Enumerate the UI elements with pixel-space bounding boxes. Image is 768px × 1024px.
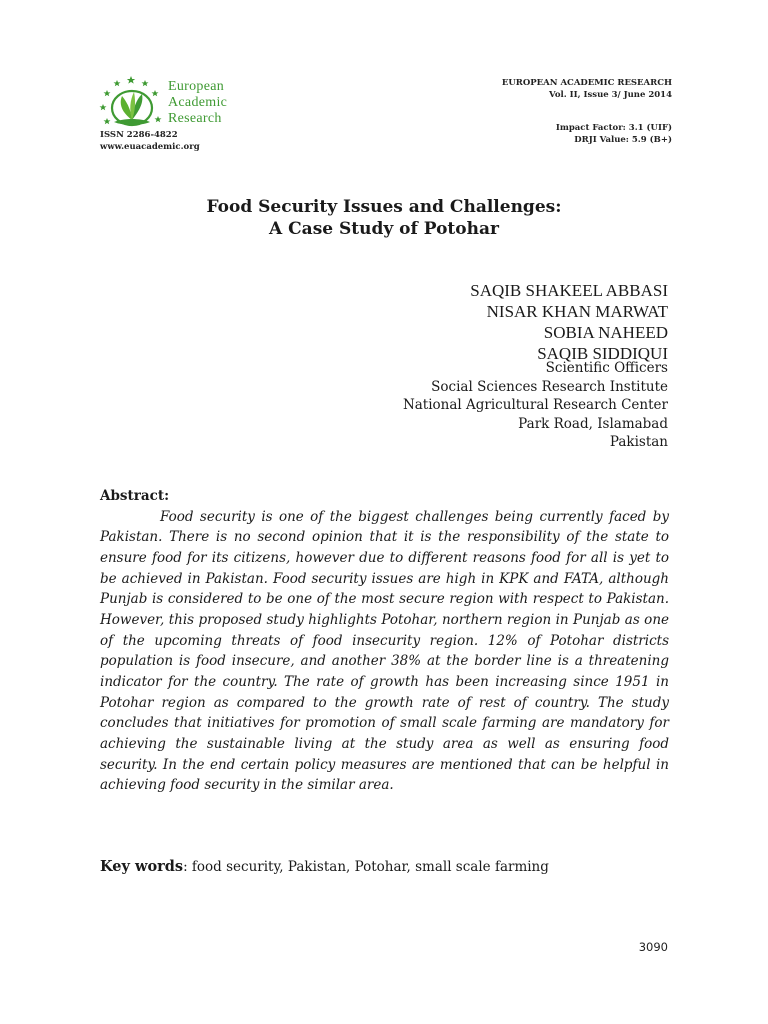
keywords-label: Key words [100, 858, 184, 875]
website-link[interactable]: www.euacademic.org [100, 142, 200, 152]
abstract-section [100, 486, 669, 796]
journal-name: EUROPEAN ACADEMIC RESEARCH [501, 78, 672, 88]
keywords-values: : food security, Pakistan, Potohar, small scale farming [183, 859, 549, 875]
author-name: NISAR KHAN MARWAT [486, 302, 668, 321]
affiliation-line: Social Sciences Research Institute [431, 378, 668, 395]
paper-title [0, 196, 768, 240]
title-line-1: Food Security Issues and Challenges: [206, 197, 562, 217]
logo-line-2: Academic [168, 95, 228, 110]
author-list [470, 280, 668, 364]
impact-factor: Impact Factor: 3.1 (UIF) [555, 123, 672, 133]
journal-volume: Vol. II, Issue 3/ June 2014 [549, 90, 672, 100]
logo-line-3: Research [168, 111, 222, 126]
leaf-star-emblem-icon [96, 74, 168, 134]
author-name: SAQIB SHAKEEL ABBASI [470, 281, 668, 300]
journal-info [502, 77, 672, 101]
page-number: 3090 [638, 940, 668, 954]
affiliation-line: Scientific Officers [545, 360, 668, 376]
journal-logo [96, 74, 266, 134]
author-name: SAQIB SIDDIQUI [537, 344, 668, 363]
title-line-2: A Case Study of Potohar [269, 219, 499, 239]
drji-value: DRJI Value: 5.9 (B+) [574, 135, 672, 145]
affiliation-line: Park Road, Islamabad [518, 415, 668, 432]
affiliation-block [403, 359, 668, 452]
impact-info [556, 122, 672, 146]
abstract-body: Food security is one of the biggest challenges being currently faced by Pakistan. There is no second opinion that it is the responsibility of the state to ensure food for its citizens, however due to different reasons food for all is yet to be achieved in Pakistan. Food security issues are high in KPK and FATA, although Punjab is considered to be one of the most secure region with respect to Pakistan. However, this proposed study highlights Potohar, northern region in Punjab as one of the upcoming threats of food insecurity region. 12% of Potohar districts population is food insecure, and another 38% at the border line is a threatening indicator for the country. The rate of growth has been increasing since 1951 in Potohar region as compared to the growth rate of rest of country. The study concludes that initiatives for promotion of small scale farming are mandatory for achieving the sustainable living at the study area as well as ensuring food security. In the end certain policy measures are mentioned that can be helpful in achieving food security in the similar area. [100, 508, 669, 794]
keywords-line [100, 857, 549, 877]
logo-wordmark [168, 79, 227, 127]
affiliation-line: National Agricultural Research Center [402, 397, 668, 413]
abstract-heading: Abstract: [100, 488, 170, 504]
author-name: SOBIA NAHEED [543, 323, 668, 342]
logo-line-1: European [168, 79, 225, 94]
affiliation-line: Pakistan [609, 434, 668, 450]
issn: ISSN 2286-4822 [100, 130, 178, 140]
issn-block [100, 129, 200, 153]
